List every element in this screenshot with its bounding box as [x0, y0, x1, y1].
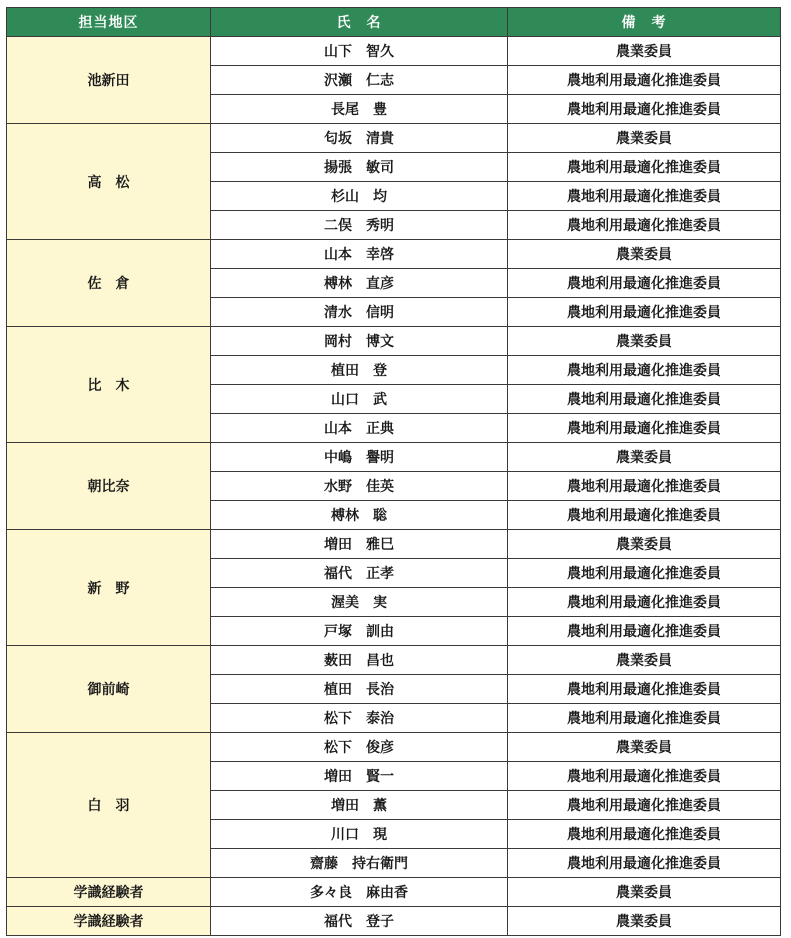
member-name-cell: 増田 薫	[211, 791, 508, 820]
area-cell: 佐 倉	[7, 240, 211, 327]
area-cell: 比 木	[7, 327, 211, 443]
member-name-cell: 水野 佳英	[211, 472, 508, 501]
member-name-cell: 杉山 均	[211, 182, 508, 211]
member-note-cell: 農地利用最適化推進委員	[508, 472, 781, 501]
table-row	[7, 907, 781, 936]
table-row	[7, 530, 781, 559]
member-name-cell: 多々良 麻由香	[211, 878, 508, 907]
member-name-cell: 揚張 敏司	[211, 153, 508, 182]
member-note-cell: 農地利用最適化推進委員	[508, 66, 781, 95]
member-name-cell: 川口 現	[211, 820, 508, 849]
member-name-cell: 植田 登	[211, 356, 508, 385]
table-row	[7, 443, 781, 472]
member-note-cell: 農業委員	[508, 733, 781, 762]
member-note-cell: 農業委員	[508, 878, 781, 907]
member-note-cell: 農業委員	[508, 327, 781, 356]
member-note-cell: 農地利用最適化推進委員	[508, 211, 781, 240]
member-note-cell: 農地利用最適化推進委員	[508, 501, 781, 530]
member-name-cell: 岡村 博文	[211, 327, 508, 356]
member-note-cell: 農地利用最適化推進委員	[508, 762, 781, 791]
member-note-cell: 農地利用最適化推進委員	[508, 269, 781, 298]
member-name-cell: 戸塚 訓由	[211, 617, 508, 646]
area-cell: 池新田	[7, 37, 211, 124]
member-note-cell: 農地利用最適化推進委員	[508, 791, 781, 820]
member-name-cell: 増田 雅巳	[211, 530, 508, 559]
area-cell: 御前崎	[7, 646, 211, 733]
member-name-cell: 榑林 聡	[211, 501, 508, 530]
member-name-cell: 山口 武	[211, 385, 508, 414]
member-name-cell: 二俣 秀明	[211, 211, 508, 240]
member-name-cell: 山本 幸啓	[211, 240, 508, 269]
member-note-cell: 農業委員	[508, 124, 781, 153]
member-note-cell: 農地利用最適化推進委員	[508, 820, 781, 849]
member-name-cell: 齋藤 持右衛門	[211, 849, 508, 878]
table-row	[7, 327, 781, 356]
member-name-cell: 長尾 豊	[211, 95, 508, 124]
table-header	[7, 8, 781, 37]
member-note-cell: 農地利用最適化推進委員	[508, 356, 781, 385]
member-name-cell: 沢瀬 仁志	[211, 66, 508, 95]
table-row	[7, 733, 781, 762]
member-name-cell: 榑林 直彦	[211, 269, 508, 298]
area-cell: 新 野	[7, 530, 211, 646]
area-cell: 学識経験者	[7, 878, 211, 907]
member-name-cell: 山本 正典	[211, 414, 508, 443]
member-note-cell: 農地利用最適化推進委員	[508, 559, 781, 588]
area-cell: 白 羽	[7, 733, 211, 878]
member-name-cell: 匂坂 清貴	[211, 124, 508, 153]
member-note-cell: 農地利用最適化推進委員	[508, 675, 781, 704]
member-name-cell: 松下 俊彦	[211, 733, 508, 762]
area-cell: 学識経験者	[7, 907, 211, 936]
member-name-cell: 福代 正孝	[211, 559, 508, 588]
member-note-cell: 農業委員	[508, 646, 781, 675]
area-cell: 高 松	[7, 124, 211, 240]
member-note-cell: 農地利用最適化推進委員	[508, 704, 781, 733]
header-name: 氏 名	[211, 8, 508, 37]
committee-members-table	[6, 7, 781, 936]
table-row	[7, 240, 781, 269]
member-name-cell: 山下 智久	[211, 37, 508, 66]
header-row	[7, 8, 781, 37]
member-note-cell: 農地利用最適化推進委員	[508, 385, 781, 414]
table-row	[7, 646, 781, 675]
member-note-cell: 農地利用最適化推進委員	[508, 617, 781, 646]
member-note-cell: 農地利用最適化推進委員	[508, 298, 781, 327]
table-row	[7, 37, 781, 66]
member-name-cell: 増田 賢一	[211, 762, 508, 791]
member-note-cell: 農地利用最適化推進委員	[508, 414, 781, 443]
member-note-cell: 農地利用最適化推進委員	[508, 153, 781, 182]
member-name-cell: 福代 登子	[211, 907, 508, 936]
header-note: 備 考	[508, 8, 781, 37]
member-note-cell: 農業委員	[508, 37, 781, 66]
member-note-cell: 農業委員	[508, 907, 781, 936]
header-area: 担当地区	[7, 8, 211, 37]
table-row	[7, 878, 781, 907]
member-note-cell: 農地利用最適化推進委員	[508, 182, 781, 211]
member-note-cell: 農地利用最適化推進委員	[508, 588, 781, 617]
table-row	[7, 124, 781, 153]
member-name-cell: 植田 長治	[211, 675, 508, 704]
member-note-cell: 農業委員	[508, 443, 781, 472]
member-note-cell: 農地利用最適化推進委員	[508, 95, 781, 124]
member-note-cell: 農業委員	[508, 530, 781, 559]
member-name-cell: 渥美 実	[211, 588, 508, 617]
area-cell: 朝比奈	[7, 443, 211, 530]
member-name-cell: 中嶋 譽明	[211, 443, 508, 472]
member-name-cell: 松下 泰治	[211, 704, 508, 733]
member-note-cell: 農業委員	[508, 240, 781, 269]
member-name-cell: 清水 信明	[211, 298, 508, 327]
member-name-cell: 薮田 昌也	[211, 646, 508, 675]
table-body	[7, 37, 781, 936]
committee-table-wrapper	[6, 7, 781, 936]
member-note-cell: 農地利用最適化推進委員	[508, 849, 781, 878]
